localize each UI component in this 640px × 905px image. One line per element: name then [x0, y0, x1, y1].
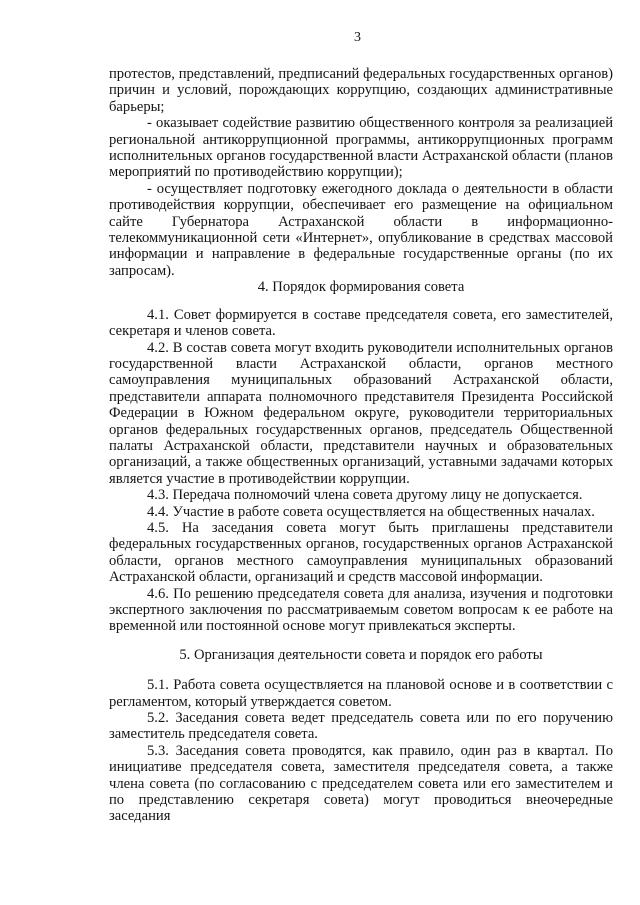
- paragraph-4-4: 4.4. Участие в работе совета осуществляется на общественных началах.: [147, 503, 595, 520]
- paragraph-4-2: 4.2. В состав совета могут входить руководители исполнительных органов государственной власти Астраханской области, органов местного самоуправления муниципальных образований Астраханской области, представители аппарата полномочного представителя Президента Российской Федерации в Южном федеральном округе, руководители территориальных органов федеральных государственных органов, председатель Общественной палаты Астраханской области, представители научных и образовательных организаций, а также общественных организаций, уставными задачами которых является участие в противодействии коррупции.: [109, 339, 613, 487]
- page-number: 3: [354, 30, 361, 45]
- paragraph-5-2: 5.2. Заседания совета ведет председатель совета или по его поручению заместитель председателя совета.: [109, 710, 613, 743]
- paragraph-5-3: 5.3. Заседания совета проводятся, как правило, один раз в квартал. По инициативе председателя совета, заместителя председателя совета, а также члена совета (по согласованию с председателем совета или его заместителем и по представлению секретаря совета) могут проводиться внеочередные заседания: [109, 742, 613, 825]
- section-heading-5: 5. Организация деятельности совета и порядок его работы: [179, 646, 543, 663]
- paragraph-annual-report: - осуществляет подготовку ежегодного доклада о деятельности в области противодействия коррупции, обеспечивает его размещение на официальном сайте Губернатора Астраханской области в информационно-телекоммуникационной сети «Интернет», опубликование в средствах массовой информации и направление в федеральные государственные органы (по их запросам).: [109, 180, 613, 279]
- paragraph-4-5: 4.5. На заседания совета могут быть приглашены представители федеральных государственных органов, государственных органов Астраханской области, органов местного самоуправления муниципальных образований Астраханской области, организаций и средств массовой информации.: [109, 519, 613, 586]
- paragraph-continuation: протестов, представлений, предписаний федеральных государственных органов) причин и условий, порождающих коррупцию, создающих административные барьеры;: [109, 66, 613, 115]
- paragraph-5-1: 5.1. Работа совета осуществляется на плановой основе и в соответствии с регламентом, который утверждается советом.: [109, 677, 613, 710]
- document-body: [109, 66, 613, 825]
- paragraph-4-3: 4.3. Передача полномочий члена совета другому лицу не допускается.: [147, 487, 583, 504]
- section-heading-4: 4. Порядок формирования совета: [257, 279, 465, 296]
- paragraph-4-6: 4.6. По решению председателя совета для анализа, изучения и подготовки экспертного заключения по рассматриваемым советом вопросам к ее работе на временной или постоянной основе могут привлекаться эксперты.: [109, 585, 613, 635]
- paragraph-public-control: - оказывает содействие развитию общественного контроля за реализацией региональной антикоррупционной программы, антикоррупционных программ исполнительных органов государственной власти Астраханской области (планов мероприятий по противодействию коррупции);: [109, 115, 613, 181]
- paragraph-4-1: 4.1. Совет формируется в составе председателя совета, его заместителей, секретаря и членов совета.: [109, 306, 613, 340]
